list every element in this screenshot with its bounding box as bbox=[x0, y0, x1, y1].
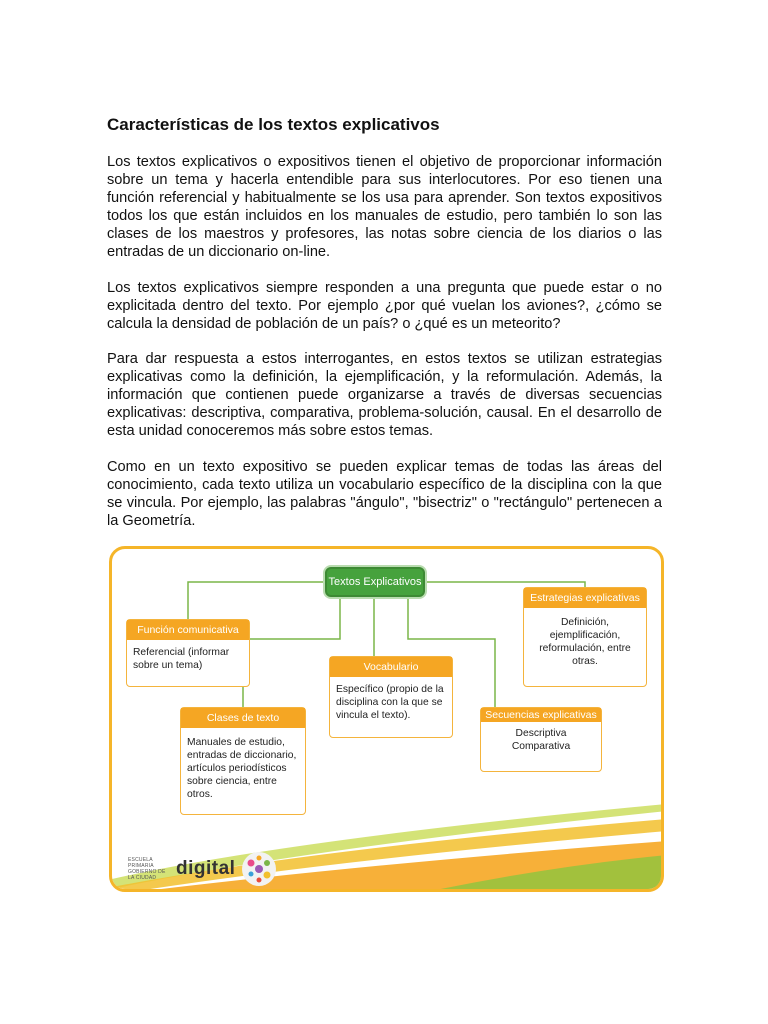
node-header: Secuencias explicativas bbox=[481, 708, 601, 722]
logo-word: digital bbox=[176, 858, 236, 879]
node-body: Referencial (informar sobre un tema) bbox=[133, 647, 230, 671]
concept-map-figure bbox=[109, 546, 664, 892]
node-header: Función comunicativa bbox=[127, 620, 249, 640]
logo-small-text: ESCUELA PRIMARIA GOBIERNO DE LA CIUDAD bbox=[128, 857, 166, 881]
paragraph-3: Para dar respuesta a estos interrogantes, en estos textos se utilizan estrategias explicativas como la definición, la ejemplificación, y la reformulación. Además, la información que contienen puede organizarse a través de diversas secuencias explicativas: descriptiva, comparativa, problema-solución, causal. En el desarrollo de esta unidad conoceremos más sobre estos temas. bbox=[107, 351, 662, 440]
paragraph-2: Los textos explicativos siempre responden a una pregunta que puede estar o no explicitada dentro del texto. Por ejemplo ¿por qué vuelan los aviones?, ¿cómo se calcula la densidad de población de un país? o ¿qué es un meteorito? bbox=[107, 280, 662, 333]
colorful-dots-icon bbox=[239, 849, 279, 889]
node-header: Estrategias explicativas bbox=[524, 588, 646, 608]
node-secuencias-explicativas bbox=[480, 707, 602, 772]
node-vocabulario bbox=[329, 656, 453, 738]
node-body: Manuales de estudio, entradas de diccionario, artículos periodísticos sobre ciencia, entre otros. bbox=[187, 737, 297, 800]
node-estrategias-explicativas bbox=[523, 587, 647, 687]
paragraph-1: Los textos explicativos o expositivos tienen el objetivo de proporcionar información sobre un tema y hacerla entendible para sus interlocutores. Por eso tienen una función referencial y habitualmente se los usa para aprender. Son textos expositivos todos los que están incluidos en los manuales de estudio, pero también lo son las clases de los maestros y profesores, las notas sobre ciencia de los diarios o las entradas de un diccionario on-line. bbox=[107, 154, 662, 261]
escuela-digital-logo bbox=[128, 849, 279, 889]
connector-funcion bbox=[188, 582, 325, 619]
document-title: Características de los textos explicativos bbox=[107, 115, 440, 134]
node-body: Descriptiva Comparativa bbox=[511, 728, 571, 752]
node-body: Definición, ejemplificación, reformulación, entre otras. bbox=[539, 617, 631, 667]
node-header: Vocabulario bbox=[330, 657, 452, 677]
connector-clases bbox=[243, 597, 340, 707]
root-node: Textos Explicativos bbox=[325, 567, 425, 597]
node-body: Específico (propio de la disciplina con la que se vincula el texto). bbox=[336, 684, 444, 721]
node-clases-de-texto bbox=[180, 707, 306, 815]
paragraph-4: Como en un texto expositivo se pueden explicar temas de todas las áreas del conocimiento, cada texto utiliza un vocabulario específico de la disciplina con la que se vincula. Por ejemplo, las palabras "ángulo", "bisectriz" o "rectángulo" pertenecen a la Geometría. bbox=[107, 459, 662, 530]
node-header: Clases de texto bbox=[181, 708, 305, 728]
node-funcion-comunicativa bbox=[126, 619, 250, 687]
